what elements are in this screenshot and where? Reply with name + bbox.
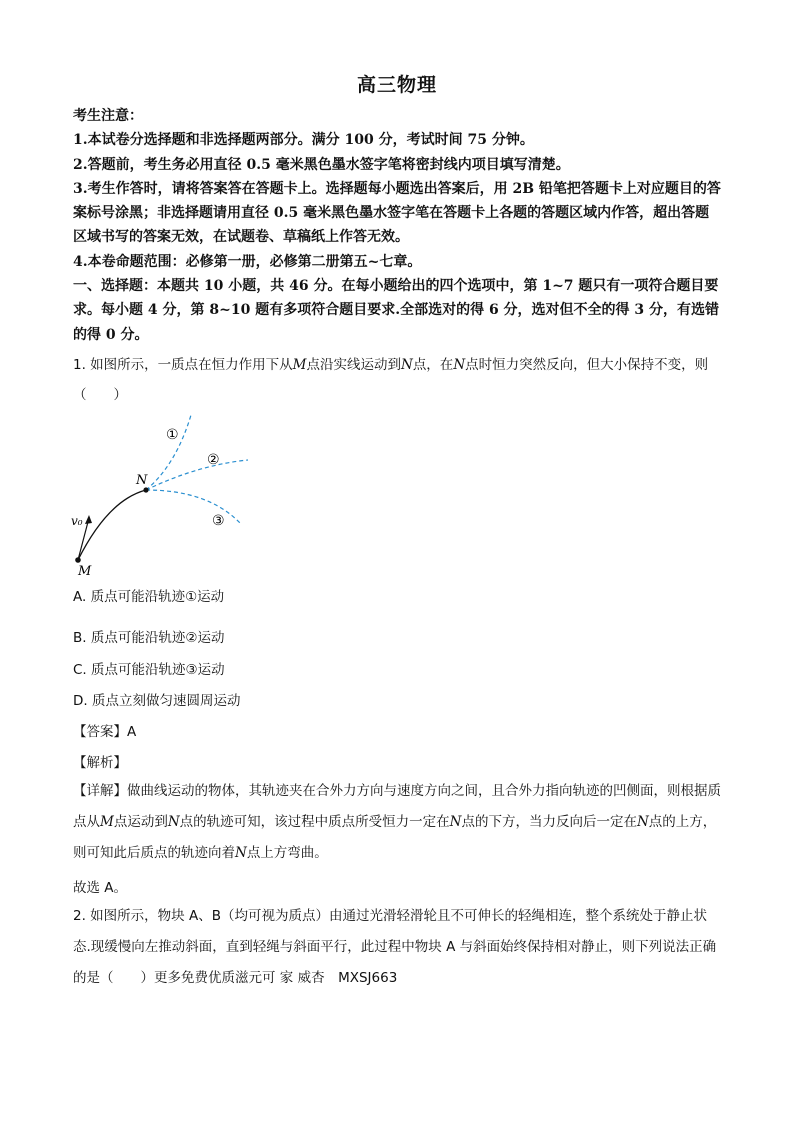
label-m: M [78, 564, 92, 579]
point-n [143, 487, 148, 492]
detail-explanation: 【详解】做曲线运动的物体，其轨迹夹在合外力方向与速度方向之间，且合外力指向轨迹的凹侧面，则根据质点从M点运动到N点的轨迹可知，该过程中质点所受恒力一定在N点的下方，当力反向后一定在N点的上方，则可知此后质点的轨迹向着N点上方弯曲。 [73, 783, 721, 861]
notice-item: 1.本试卷分选择题和非选择题两部分。满分 100 分，考试时间 75 分钟。 [73, 132, 534, 149]
point-m [75, 557, 81, 563]
label-trajectory-3: ③ [212, 513, 225, 529]
option-c: C. 质点可能沿轨迹③运动 [73, 662, 225, 678]
label-trajectory-2: ② [207, 452, 220, 468]
answer-label: 【答案】A [73, 724, 137, 740]
question-1-stem: 1. 如图所示，一质点在恒力作用下从M点沿实线运动到N点，在N点时恒力突然反向，但大小保持不变，则（ ） [73, 357, 709, 403]
exam-notice [73, 104, 723, 347]
notice-item: 4.本卷命题范围：必修第一册，必修第二册第五~七章。 [73, 253, 422, 270]
option-d: D. 质点立刻做匀速圆周运动 [73, 693, 241, 709]
label-trajectory-1: ① [166, 427, 179, 443]
dashed-trajectory-3 [146, 490, 240, 523]
section-heading: 一、选择题：本题共 10 小题，共 46 分。在每小题给出的四个选项中，第 1~7 题只有一项符合题目要求。每小题 4 分，第 8~10 题有多项符合题目要求.全部选对的得 6 分，选对但不全的得 3 分，有选错的得 0 分。 [73, 278, 720, 343]
analysis-label: 【解析】 [73, 755, 127, 771]
trajectory-figure [68, 405, 268, 580]
notice-heading: 考生注意： [73, 108, 143, 124]
solid-trajectory [78, 490, 146, 560]
notice-item: 3.考生作答时，请将答案答在答题卡上。选择题每小题选出答案后，用 2B 铅笔把答题卡上对应题目的答案标号涂黑；非选择题请用直径 0.5 毫米黑色墨水签字笔在答题卡上各题的答题区域内作答，超出答题区域书写的答案无效，在试题卷、草稿纸上作答无效。 [73, 180, 721, 246]
conclusion: 故选 A。 [73, 880, 128, 896]
notice-item: 2.答题前，考生务必用直径 0.5 毫米黑色墨水签字笔将密封线内项目填写清楚。 [73, 156, 570, 173]
question-2-stem: 2. 如图所示，物块 A、B（均可视为质点）由通过光滑轻滑轮且不可伸长的轻绳相连，整个系统处于静止状态.现缓慢向左推动斜面，直到轻绳与斜面平行，此过程中物块 A 与斜面始终保持相对静止，则下列说法正确的是（ ）更多免费优质滋元可 家 威杏 MXSJ663 [73, 908, 717, 986]
page-title: 高三物理 [356, 74, 437, 96]
option-b: B. 质点可能沿轨迹②运动 [73, 630, 225, 646]
label-n: N [136, 473, 148, 488]
option-a: A. 质点可能沿轨迹①运动 [73, 589, 225, 605]
label-v0: v₀ [71, 514, 83, 528]
